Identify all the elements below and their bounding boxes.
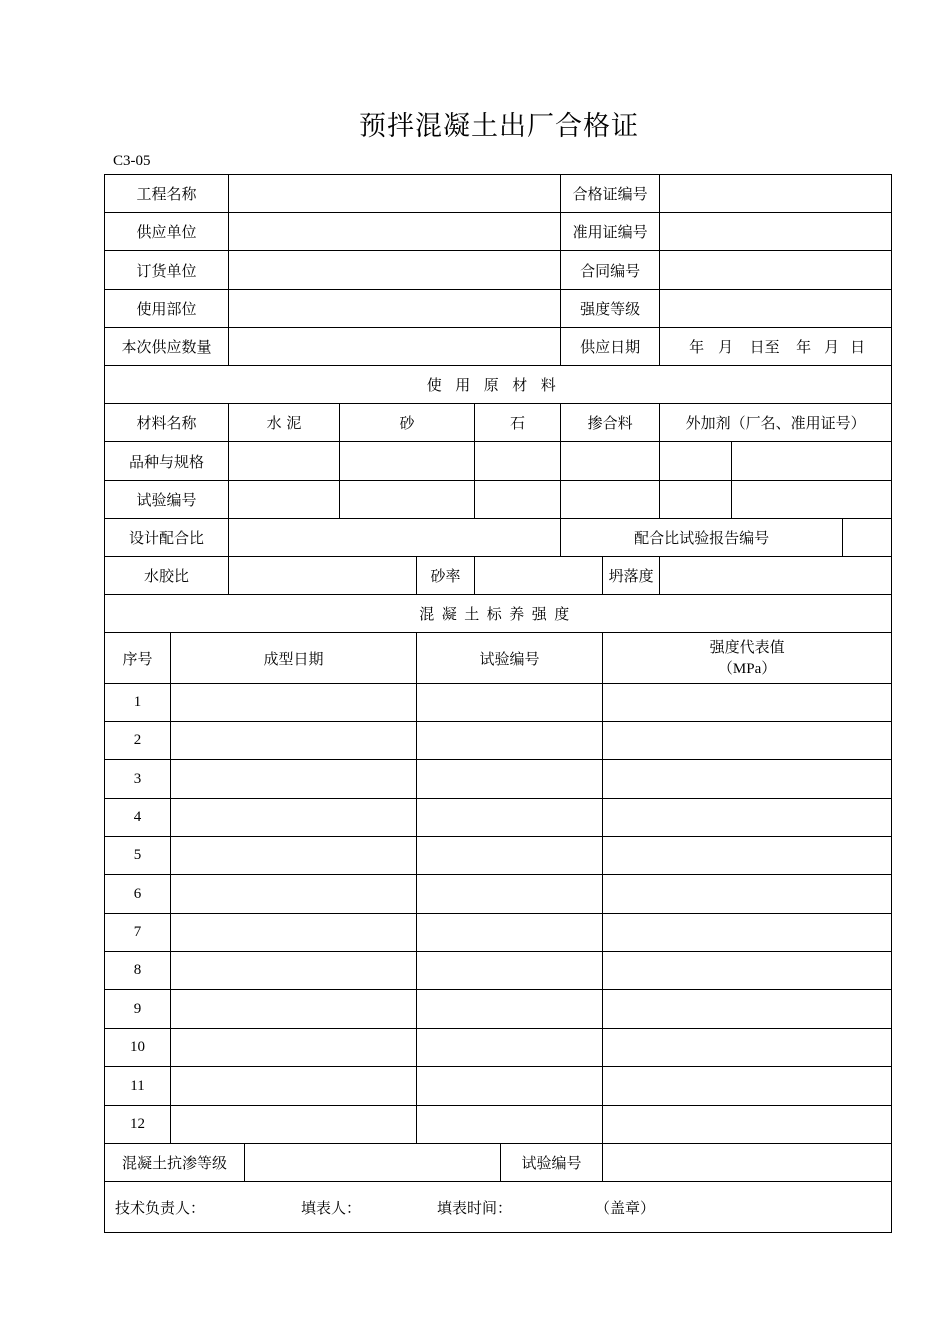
form-date-cell[interactable] [171, 684, 417, 722]
form-date-cell[interactable] [171, 837, 417, 875]
day-unit-1: 日至 [749, 338, 780, 356]
sand-rate-label: 砂率 [417, 557, 475, 595]
test-no-cell[interactable] [417, 837, 603, 875]
table-row [105, 952, 892, 990]
sand-rate-field[interactable] [475, 557, 603, 595]
impermeability-test-no-label: 试验编号 [501, 1144, 603, 1182]
day-unit-2: 日 [850, 338, 866, 356]
table-row [105, 799, 892, 837]
rep-value-unit: （MPa） [717, 661, 777, 677]
seal-label: （盖章） [595, 1198, 656, 1217]
form-date-cell[interactable] [171, 990, 417, 1029]
row-design-ratio [105, 519, 892, 557]
seq-label: 序号 [105, 633, 171, 684]
materials-section-title: 使用原材料 [105, 366, 892, 404]
row-seq: 8 [105, 952, 171, 990]
form-date-cell[interactable] [171, 1067, 417, 1106]
table-row [105, 684, 892, 722]
supplier-field[interactable] [229, 213, 561, 251]
sand-label: 砂 [340, 404, 475, 442]
design-ratio-label: 设计配合比 [105, 519, 229, 557]
cement-variety-field[interactable] [229, 442, 340, 481]
test-no-cell[interactable] [417, 684, 603, 722]
row-seq: 1 [105, 684, 171, 722]
impermeability-field[interactable] [245, 1144, 501, 1182]
project-name-label: 工程名称 [105, 175, 229, 213]
additive-test-no-field-1[interactable] [660, 481, 732, 519]
form-date-cell[interactable] [171, 875, 417, 914]
ratio-report-field[interactable] [843, 519, 892, 557]
rep-value-cell[interactable] [603, 722, 892, 760]
variety-label: 品种与规格 [105, 442, 229, 481]
rep-value-cell[interactable] [603, 1067, 892, 1106]
year-unit-2: 年 [796, 338, 812, 356]
rep-value-label: 强度代表值 [709, 638, 785, 656]
form-date-cell[interactable] [171, 799, 417, 837]
row-seq: 11 [105, 1067, 171, 1106]
row-seq: 6 [105, 875, 171, 914]
admixture-variety-field[interactable] [561, 442, 660, 481]
test-no-cell[interactable] [417, 914, 603, 952]
test-no-cell[interactable] [417, 875, 603, 914]
cert-no-label: 合格证编号 [561, 175, 660, 213]
row-material-test-no [105, 481, 892, 519]
ratio-report-label: 配合比试验报告编号 [561, 519, 843, 557]
slump-label: 坍落度 [603, 557, 660, 595]
sand-variety-field[interactable] [340, 442, 475, 481]
buyer-label: 订货单位 [105, 251, 229, 290]
form-date-cell[interactable] [171, 760, 417, 799]
test-no-cell[interactable] [417, 990, 603, 1029]
cement-label: 水 泥 [229, 404, 340, 442]
contract-no-field[interactable] [660, 251, 892, 290]
row-material-names [105, 404, 892, 442]
table-row [105, 837, 892, 875]
cement-test-no-field[interactable] [229, 481, 340, 519]
tech-lead-label: 技术负责人： [115, 1198, 206, 1217]
table-row [105, 722, 892, 760]
row-strength-columns [105, 633, 892, 684]
page-title: 预拌混凝土出厂合格证 [359, 111, 639, 142]
test-no-cell[interactable] [417, 1029, 603, 1067]
buyer-field[interactable] [229, 251, 561, 290]
certificate-form [104, 174, 892, 1233]
sand-test-no-field[interactable] [340, 481, 475, 519]
rep-value-cell[interactable] [603, 990, 892, 1029]
row-project [105, 175, 892, 213]
impermeability-test-no-field[interactable] [603, 1144, 892, 1182]
form-date-cell[interactable] [171, 1029, 417, 1067]
row-signatures [105, 1182, 892, 1233]
stone-label: 石 [475, 404, 561, 442]
row-seq: 7 [105, 914, 171, 952]
rep-value-cell[interactable] [603, 914, 892, 952]
stone-test-no-field[interactable] [475, 481, 561, 519]
stone-variety-field[interactable] [475, 442, 561, 481]
material-name-label: 材料名称 [105, 404, 229, 442]
row-supplier [105, 213, 892, 251]
form-date-cell[interactable] [171, 722, 417, 760]
permit-no-field[interactable] [660, 213, 892, 251]
month-unit-2: 月 [824, 338, 840, 356]
supply-date-label: 供应日期 [561, 328, 660, 366]
year-unit-1: 年 [689, 338, 705, 356]
row-strength-header [105, 595, 892, 633]
slump-field[interactable] [660, 557, 892, 595]
row-seq: 9 [105, 990, 171, 1029]
strength-section-title: 混凝土标养强度 [105, 595, 892, 633]
material-test-no-label: 试验编号 [105, 481, 229, 519]
impermeability-label: 混凝土抗渗等级 [105, 1144, 245, 1182]
supply-date-field[interactable] [660, 328, 892, 366]
rep-value-cell[interactable] [603, 952, 892, 990]
additive-variety-field-2[interactable] [732, 442, 892, 481]
supplier-label: 供应单位 [105, 213, 229, 251]
row-seq: 2 [105, 722, 171, 760]
test-no-cell[interactable] [417, 1067, 603, 1106]
rep-value-header [603, 633, 892, 684]
row-seq: 3 [105, 760, 171, 799]
form-date-label: 成型日期 [171, 633, 417, 684]
filler-label: 填表人： [301, 1198, 362, 1217]
additive-variety-field-1[interactable] [660, 442, 732, 481]
test-no-cell[interactable] [417, 722, 603, 760]
form-code: C3-05 [113, 153, 151, 169]
project-name-field[interactable] [229, 175, 561, 213]
use-part-label: 使用部位 [105, 290, 229, 328]
rep-value-cell[interactable] [603, 760, 892, 799]
row-quantity [105, 328, 892, 366]
row-seq: 10 [105, 1029, 171, 1067]
contract-no-label: 合同编号 [561, 251, 660, 290]
rep-value-cell[interactable] [603, 684, 892, 722]
row-seq: 5 [105, 837, 171, 875]
wb-ratio-field[interactable] [229, 557, 417, 595]
signature-row [105, 1182, 892, 1233]
row-impermeability [105, 1144, 892, 1182]
cert-no-field[interactable] [660, 175, 892, 213]
table-row [105, 1067, 892, 1106]
fill-time-label: 填表时间： [437, 1198, 513, 1217]
admixture-test-no-field[interactable] [561, 481, 660, 519]
table-row [105, 1029, 892, 1067]
form-date-cell[interactable] [171, 1106, 417, 1144]
row-wb-ratio [105, 557, 892, 595]
wb-ratio-label: 水胶比 [105, 557, 229, 595]
month-unit-1: 月 [718, 338, 734, 356]
rep-value-cell[interactable] [603, 1106, 892, 1144]
test-no-cell[interactable] [417, 952, 603, 990]
strength-test-no-label: 试验编号 [417, 633, 603, 684]
strength-grade-label: 强度等级 [561, 290, 660, 328]
permit-no-label: 准用证编号 [561, 213, 660, 251]
table-row [105, 914, 892, 952]
use-part-field[interactable] [229, 290, 561, 328]
test-no-cell[interactable] [417, 1106, 603, 1144]
form-date-cell[interactable] [171, 952, 417, 990]
test-no-cell[interactable] [417, 799, 603, 837]
additive-label: 外加剂（厂名、准用证号） [660, 404, 892, 442]
row-buyer [105, 251, 892, 290]
quantity-label: 本次供应数量 [105, 328, 229, 366]
form-date-cell[interactable] [171, 914, 417, 952]
row-use-part [105, 290, 892, 328]
test-no-cell[interactable] [417, 760, 603, 799]
table-row [105, 990, 892, 1029]
row-seq: 4 [105, 799, 171, 837]
admixture-label: 掺合料 [561, 404, 660, 442]
rep-value-cell[interactable] [603, 1029, 892, 1067]
rep-value-cell[interactable] [603, 799, 892, 837]
quantity-field[interactable] [229, 328, 561, 366]
table-row [105, 1106, 892, 1144]
design-ratio-field[interactable] [229, 519, 561, 557]
table-row [105, 760, 892, 799]
row-variety [105, 442, 892, 481]
rep-value-cell[interactable] [603, 837, 892, 875]
rep-value-cell[interactable] [603, 875, 892, 914]
additive-test-no-field-2[interactable] [732, 481, 892, 519]
row-materials-header [105, 366, 892, 404]
table-row [105, 875, 892, 914]
strength-grade-field[interactable] [660, 290, 892, 328]
row-seq: 12 [105, 1106, 171, 1144]
